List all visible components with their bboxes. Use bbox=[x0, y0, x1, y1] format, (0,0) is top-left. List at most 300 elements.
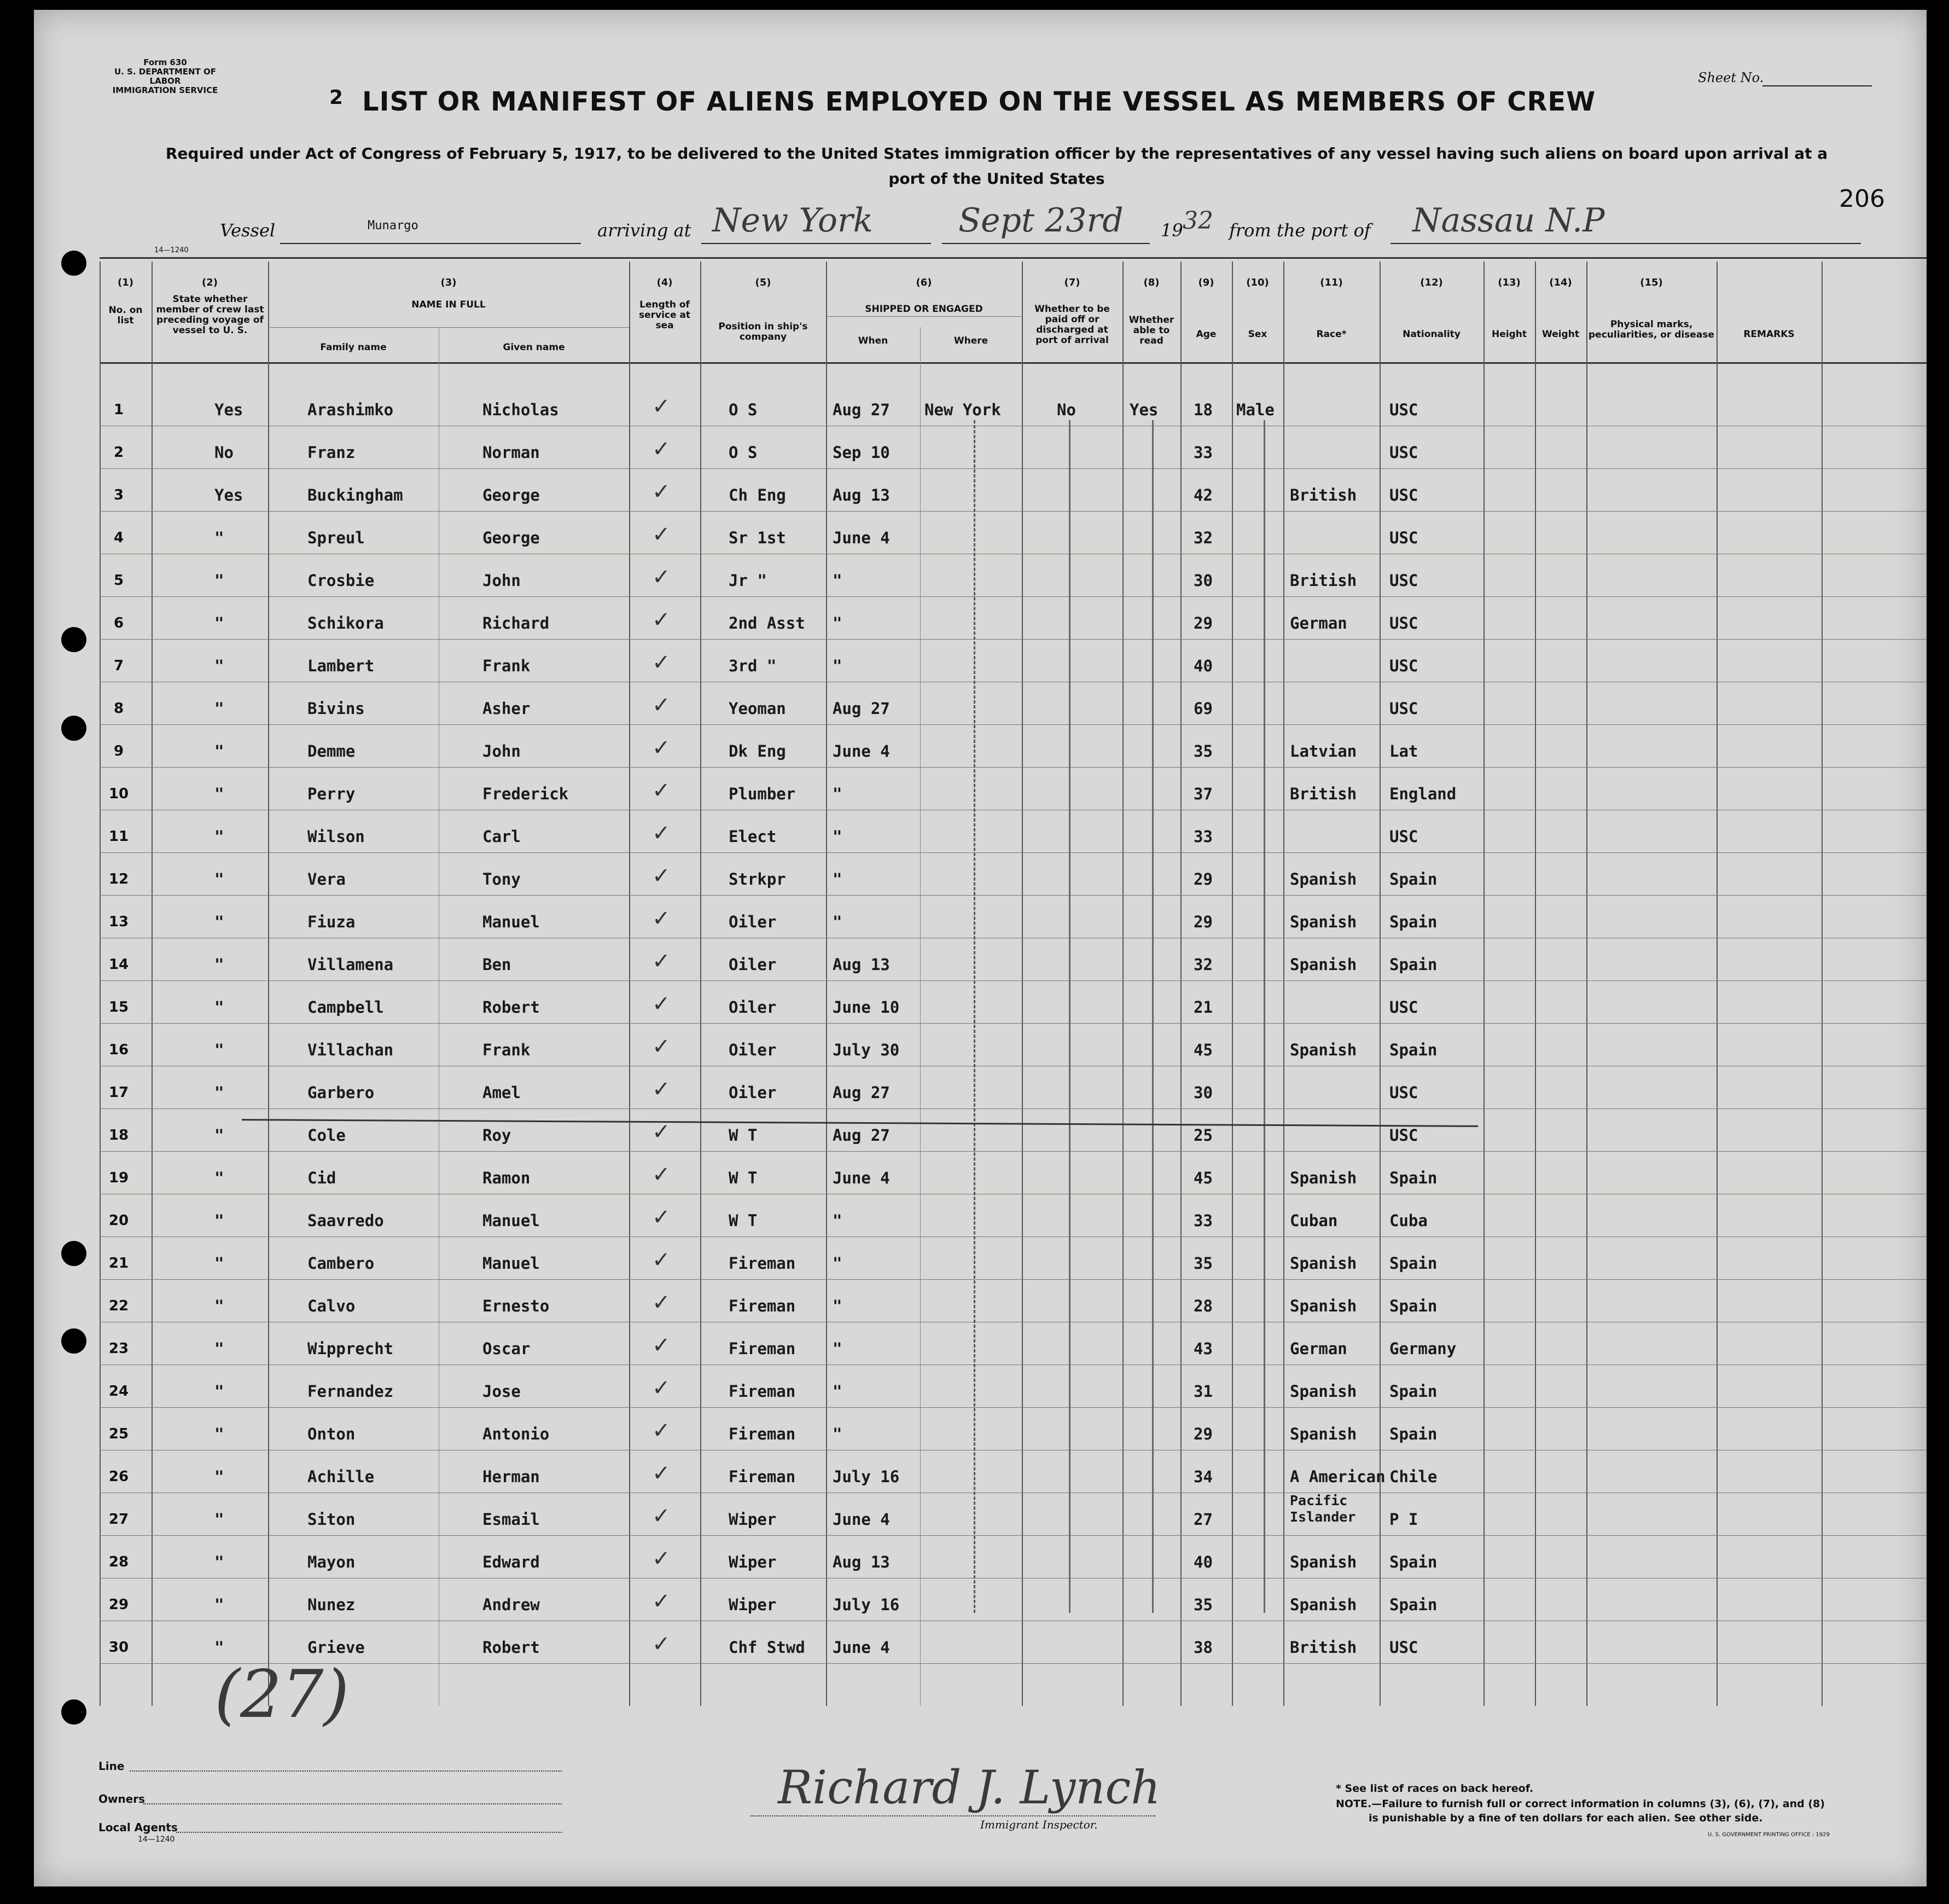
subtitle-line-1: Required under Act of Congress of February 5, 1917, to be delivered to the United States immigration officer by the representatives of any vessel having such aliens on board upon arrival at a bbox=[165, 144, 1828, 162]
cell-pos: Fireman bbox=[729, 1339, 796, 1358]
service-check-mark: ✓ bbox=[652, 1119, 671, 1145]
cell-given: Richard bbox=[482, 614, 550, 632]
cell-given: George bbox=[482, 529, 540, 547]
cell-family: Demme bbox=[307, 742, 356, 761]
cell-pos: W T bbox=[729, 1211, 758, 1230]
cell-pos: Oiler bbox=[729, 998, 777, 1017]
cell-age: 29 bbox=[1194, 614, 1213, 632]
year-prefix: 19 bbox=[1161, 220, 1183, 241]
cell-pos: Plumber bbox=[729, 785, 796, 803]
cell-pos: Oiler bbox=[729, 913, 777, 931]
cell-prev: " bbox=[214, 699, 224, 718]
arriving-port: New York bbox=[712, 201, 873, 240]
owners-field bbox=[143, 1803, 562, 1804]
cell-when: Aug 13 bbox=[833, 955, 890, 974]
cell-family: Franz bbox=[307, 443, 356, 462]
cell-no: 19 bbox=[108, 1170, 129, 1186]
row-rule bbox=[100, 767, 1927, 768]
header-given-name: Given name bbox=[503, 342, 565, 353]
arriving-port-line bbox=[701, 243, 931, 244]
cell-given: Amel bbox=[482, 1083, 521, 1102]
cell-pos: Yeoman bbox=[729, 699, 786, 718]
col-divider bbox=[1122, 262, 1124, 1706]
local-agents-field bbox=[176, 1832, 562, 1833]
header-no-on-list: No. on list bbox=[108, 305, 143, 326]
inspector-signature: Richard J. Lynch bbox=[778, 1761, 1161, 1814]
service-check-mark: ✓ bbox=[652, 1632, 671, 1657]
row-rule bbox=[100, 724, 1927, 725]
cell-prev: " bbox=[214, 1083, 224, 1102]
cell-given: Frank bbox=[482, 657, 531, 675]
vessel-name-line bbox=[280, 243, 581, 244]
header-name-in-full: NAME IN FULL bbox=[411, 299, 486, 310]
cell-pos: O S bbox=[729, 400, 758, 419]
cell-when: " bbox=[833, 1297, 842, 1315]
col-divider bbox=[1535, 262, 1536, 1706]
arrival-date: Sept 23rd bbox=[958, 201, 1124, 240]
header-length-of-service: Length of service at sea bbox=[638, 299, 691, 331]
cell-when: Aug 13 bbox=[833, 1553, 890, 1571]
cell-when: Aug 27 bbox=[833, 1126, 890, 1145]
page-title: LIST OR MANIFEST OF ALIENS EMPLOYED ON THE VESSEL AS MEMBERS OF CREW bbox=[362, 86, 1596, 117]
column-number: (15) bbox=[1640, 277, 1663, 288]
header-physical-marks: Physical marks, peculiarities, or disease bbox=[1589, 319, 1714, 340]
cell-family: Bivins bbox=[307, 699, 365, 718]
cell-family: Fiuza bbox=[307, 913, 356, 931]
cell-family: Onton bbox=[307, 1425, 356, 1443]
local-agents-label: Local Agents bbox=[98, 1821, 178, 1834]
from-port: Nassau N.P bbox=[1412, 201, 1605, 240]
cell-pos: Chf Stwd bbox=[729, 1638, 805, 1657]
cell-prev: No bbox=[214, 443, 234, 462]
cell-paid: No bbox=[1057, 400, 1076, 419]
vessel-name: Munargo bbox=[368, 219, 418, 233]
cell-prev: " bbox=[214, 998, 224, 1017]
cell-pos: Wiper bbox=[729, 1595, 777, 1614]
service-check-mark: ✓ bbox=[652, 565, 671, 590]
sheet-number-line bbox=[1762, 85, 1872, 86]
cell-pos: Fireman bbox=[729, 1254, 796, 1273]
cell-no: 29 bbox=[108, 1597, 129, 1613]
cell-family: Spreul bbox=[307, 529, 365, 547]
cell-when: " bbox=[833, 1382, 842, 1401]
page-subtitle bbox=[94, 141, 1899, 191]
cell-given: Frederick bbox=[482, 785, 569, 803]
cell-family: Cambero bbox=[307, 1254, 375, 1273]
cell-no: 30 bbox=[108, 1639, 129, 1656]
cell-no: 5 bbox=[113, 572, 124, 589]
cell-nat: Spain bbox=[1389, 1041, 1438, 1059]
cell-race: German bbox=[1290, 614, 1347, 632]
service-check-mark: ✓ bbox=[652, 1290, 671, 1315]
cell-nat: Spain bbox=[1389, 955, 1438, 974]
row-rule bbox=[100, 639, 1927, 640]
shipped-subheader-line bbox=[826, 316, 1022, 317]
cell-pos: Oiler bbox=[729, 1083, 777, 1102]
cell-race: British bbox=[1290, 785, 1357, 803]
page-mark: 2 bbox=[329, 86, 344, 109]
row-rule bbox=[100, 596, 1927, 597]
vessel-label: Vessel bbox=[220, 220, 276, 241]
cell-age: 32 bbox=[1194, 529, 1213, 547]
cell-age: 29 bbox=[1194, 870, 1213, 889]
cell-given: Manuel bbox=[482, 913, 540, 931]
cell-age: 69 bbox=[1194, 699, 1213, 718]
cell-given: John bbox=[482, 571, 521, 590]
cell-pos: W T bbox=[729, 1126, 758, 1145]
header-previous-voyage: State whether member of crew last preceding voyage of vessel to U. S. bbox=[156, 294, 264, 336]
binder-hole bbox=[61, 1699, 86, 1725]
cell-given: Antonio bbox=[482, 1425, 550, 1443]
cell-prev: " bbox=[214, 1467, 224, 1486]
cell-when: June 4 bbox=[833, 1638, 890, 1657]
cell-nat: USC bbox=[1389, 657, 1418, 675]
cell-family: Buckingham bbox=[307, 486, 403, 504]
col-divider bbox=[700, 262, 701, 1706]
header-position: Position in ship's company bbox=[718, 321, 808, 343]
cell-family: Saavredo bbox=[307, 1211, 384, 1230]
cell-age: 30 bbox=[1194, 571, 1213, 590]
cell-age: 29 bbox=[1194, 1425, 1213, 1443]
cell-when: " bbox=[833, 870, 842, 889]
cell-prev: " bbox=[214, 614, 224, 632]
column-number: (1) bbox=[118, 277, 133, 288]
row-rule bbox=[100, 1535, 1927, 1536]
cell-nat: USC bbox=[1389, 1083, 1418, 1102]
cell-pos: 2nd Asst bbox=[729, 614, 805, 632]
cell-given: Jose bbox=[482, 1382, 521, 1401]
cell-given: George bbox=[482, 486, 540, 504]
cell-when: June 4 bbox=[833, 742, 890, 761]
cell-family: Perry bbox=[307, 785, 356, 803]
header-age: Age bbox=[1196, 329, 1217, 340]
row-rule bbox=[100, 1279, 1927, 1280]
cell-when: " bbox=[833, 827, 842, 846]
cell-race: Spanish bbox=[1290, 1382, 1357, 1401]
header-sex: Sex bbox=[1248, 329, 1267, 340]
cell-family: Fernandez bbox=[307, 1382, 394, 1401]
service-check-mark: ✓ bbox=[652, 1546, 671, 1571]
cell-given: Manuel bbox=[482, 1254, 540, 1273]
header-remarks: REMARKS bbox=[1743, 329, 1795, 340]
service-check-mark: ✓ bbox=[652, 479, 671, 504]
cell-prev: " bbox=[214, 1638, 224, 1657]
cell-nat: Spain bbox=[1389, 1595, 1438, 1614]
service-check-mark: ✓ bbox=[652, 693, 671, 718]
cell-no: 28 bbox=[108, 1554, 129, 1570]
cell-nat: Spain bbox=[1389, 913, 1438, 931]
cell-nat: Lat bbox=[1389, 742, 1418, 761]
row-rule bbox=[100, 1108, 1927, 1109]
row-rule bbox=[100, 1023, 1927, 1024]
cell-when: " bbox=[833, 1339, 842, 1358]
cell-pos: Fireman bbox=[729, 1297, 796, 1315]
cell-family: Siton bbox=[307, 1510, 356, 1529]
cell-prev: " bbox=[214, 913, 224, 931]
cell-nat: Spain bbox=[1389, 1254, 1438, 1273]
cell-family: Wilson bbox=[307, 827, 365, 846]
cell-when: July 30 bbox=[833, 1041, 900, 1059]
cell-nat: Spain bbox=[1389, 870, 1438, 889]
service-check-mark: ✓ bbox=[652, 1461, 671, 1486]
cell-nat: P I bbox=[1389, 1510, 1418, 1529]
service-check-mark: ✓ bbox=[652, 1077, 671, 1102]
cell-family: Cole bbox=[307, 1126, 346, 1145]
service-check-mark: ✓ bbox=[652, 949, 671, 974]
service-check-mark: ✓ bbox=[652, 1247, 671, 1273]
column-number: (10) bbox=[1246, 277, 1269, 288]
header-able-to-read: Whether able to read bbox=[1128, 315, 1174, 346]
col-divider bbox=[100, 262, 101, 1706]
cell-race: Spanish bbox=[1290, 1041, 1357, 1059]
cell-nat: USC bbox=[1389, 699, 1418, 718]
cell-when: June 4 bbox=[833, 529, 890, 547]
cell-no: 14 bbox=[108, 956, 129, 973]
form-header-block bbox=[100, 58, 231, 95]
cell-age: 33 bbox=[1194, 827, 1213, 846]
cell-no: 23 bbox=[108, 1340, 129, 1357]
row-rule bbox=[100, 1151, 1927, 1152]
col-divider bbox=[629, 262, 630, 1706]
col-divider bbox=[1283, 262, 1284, 1706]
cell-pos: Sr 1st bbox=[729, 529, 786, 547]
cell-family: Achille bbox=[307, 1467, 375, 1486]
inspector-label: Immigrant Inspector. bbox=[980, 1818, 1098, 1831]
cell-given: Esmail bbox=[482, 1510, 540, 1529]
cell-age: 43 bbox=[1194, 1339, 1213, 1358]
cell-given: Ramon bbox=[482, 1169, 531, 1187]
cell-pos: Fireman bbox=[729, 1467, 796, 1486]
cell-pos: Wiper bbox=[729, 1553, 777, 1571]
cell-no: 27 bbox=[108, 1511, 129, 1528]
arriving-label: arriving at bbox=[597, 220, 691, 241]
cell-no: 16 bbox=[108, 1042, 129, 1058]
cell-nat: Spain bbox=[1389, 1297, 1438, 1315]
cell-given: Edward bbox=[482, 1553, 540, 1571]
cell-no: 17 bbox=[108, 1084, 129, 1101]
cell-no: 10 bbox=[108, 786, 129, 802]
cell-prev: " bbox=[214, 1041, 224, 1059]
column-number: (2) bbox=[202, 277, 218, 288]
cell-prev: Yes bbox=[214, 400, 243, 419]
column-number: (12) bbox=[1420, 277, 1443, 288]
col-divider bbox=[1717, 262, 1718, 1706]
cell-family: Schikora bbox=[307, 614, 384, 632]
cell-nat: Germany bbox=[1389, 1339, 1457, 1358]
service-check-mark: ✓ bbox=[652, 394, 671, 419]
cell-prev: " bbox=[214, 785, 224, 803]
cell-family: Campbell bbox=[307, 998, 384, 1017]
cell-nat: USC bbox=[1389, 571, 1418, 590]
service-check-mark: ✓ bbox=[652, 1034, 671, 1059]
header-family-name: Family name bbox=[320, 342, 387, 353]
total-count: (27) bbox=[214, 1657, 350, 1733]
cell-when: Aug 27 bbox=[833, 400, 890, 419]
cell-nat: USC bbox=[1389, 614, 1418, 632]
cell-given: Manuel bbox=[482, 1211, 540, 1230]
cell-family: Villachan bbox=[307, 1041, 394, 1059]
row-rule bbox=[100, 895, 1927, 896]
manifest-sheet bbox=[34, 10, 1927, 1886]
cell-pos: Jr " bbox=[729, 571, 767, 590]
cell-family: Garbero bbox=[307, 1083, 375, 1102]
cell-pos: Elect bbox=[729, 827, 777, 846]
cell-age: 45 bbox=[1194, 1169, 1213, 1187]
cell-race: Spanish bbox=[1290, 870, 1357, 889]
service-check-mark: ✓ bbox=[652, 1162, 671, 1187]
from-port-line bbox=[1391, 243, 1861, 244]
owners-label: Owners bbox=[98, 1792, 146, 1806]
cell-no: 18 bbox=[108, 1127, 129, 1143]
cell-given: Roy bbox=[482, 1126, 511, 1145]
cell-race: Latvian bbox=[1290, 742, 1357, 761]
cell-race: Spanish bbox=[1290, 955, 1357, 974]
cell-age: 32 bbox=[1194, 955, 1213, 974]
ditto-line-paid bbox=[1069, 420, 1071, 1613]
cell-no: 24 bbox=[108, 1383, 129, 1400]
sheet-number-label: Sheet No. bbox=[1698, 70, 1764, 85]
inspector-line bbox=[750, 1815, 1155, 1816]
col-divider bbox=[1232, 262, 1233, 1706]
col-divider bbox=[1822, 262, 1823, 1706]
binder-hole bbox=[61, 627, 86, 652]
cell-prev: " bbox=[214, 1382, 224, 1401]
cell-when: " bbox=[833, 614, 842, 632]
cell-race: Spanish bbox=[1290, 913, 1357, 931]
cell-no: 25 bbox=[108, 1426, 129, 1442]
cell-prev: " bbox=[214, 529, 224, 547]
cell-age: 33 bbox=[1194, 1211, 1213, 1230]
cell-race: Spanish bbox=[1290, 1553, 1357, 1571]
header-when: When bbox=[858, 335, 888, 346]
ditto-line-read bbox=[1152, 420, 1154, 1613]
header-height: Height bbox=[1492, 329, 1527, 340]
cell-race: Spanish bbox=[1290, 1595, 1357, 1614]
cell-no: 2 bbox=[113, 444, 124, 461]
column-number: (3) bbox=[440, 277, 457, 288]
cell-nat: USC bbox=[1389, 1638, 1418, 1657]
binder-hole bbox=[61, 251, 86, 276]
binder-hole bbox=[61, 1241, 86, 1266]
cell-nat: USC bbox=[1389, 529, 1418, 547]
cell-age: 25 bbox=[1194, 1126, 1213, 1145]
row-rule bbox=[100, 852, 1927, 853]
cell-family: Grieve bbox=[307, 1638, 365, 1657]
cell-family: Nunez bbox=[307, 1595, 356, 1614]
service-check-mark: ✓ bbox=[652, 735, 671, 761]
from-port-label: from the port of bbox=[1229, 220, 1371, 241]
cell-race: Cuban bbox=[1290, 1211, 1338, 1230]
cell-nat: Spain bbox=[1389, 1553, 1438, 1571]
cell-race: British bbox=[1290, 486, 1357, 504]
row-rule bbox=[100, 1407, 1927, 1408]
cell-pos: Fireman bbox=[729, 1425, 796, 1443]
cell-prev: " bbox=[214, 1254, 224, 1273]
column-number: (5) bbox=[755, 277, 771, 288]
service-check-mark: ✓ bbox=[652, 1418, 671, 1443]
col-divider bbox=[1180, 262, 1182, 1706]
service-check-mark: ✓ bbox=[652, 1205, 671, 1230]
cell-nat: USC bbox=[1389, 443, 1418, 462]
cell-nat: USC bbox=[1389, 400, 1418, 419]
table-top-border bbox=[100, 257, 1927, 259]
col-divider bbox=[1586, 262, 1587, 1706]
cell-age: 31 bbox=[1194, 1382, 1213, 1401]
cell-when: " bbox=[833, 1425, 842, 1443]
cell-age: 34 bbox=[1194, 1467, 1213, 1486]
service-check-mark: ✓ bbox=[652, 1504, 671, 1529]
row-rule bbox=[100, 511, 1927, 512]
cell-no: 21 bbox=[108, 1255, 129, 1272]
cell-given: Oscar bbox=[482, 1339, 531, 1358]
cell-age: 33 bbox=[1194, 443, 1213, 462]
cell-prev: " bbox=[214, 827, 224, 846]
service-check-mark: ✓ bbox=[652, 1333, 671, 1358]
cell-pos: Fireman bbox=[729, 1382, 796, 1401]
binder-hole bbox=[61, 716, 86, 741]
cell-age: 29 bbox=[1194, 913, 1213, 931]
cell-given: Ernesto bbox=[482, 1297, 550, 1315]
service-check-mark: ✓ bbox=[652, 650, 671, 675]
row-rule bbox=[100, 980, 1927, 981]
line-label: Line bbox=[98, 1760, 125, 1773]
form-number: Form 630 bbox=[143, 57, 187, 67]
header-bottom-border bbox=[100, 362, 1927, 364]
cell-when: " bbox=[833, 913, 842, 931]
cell-prev: " bbox=[214, 1510, 224, 1529]
cell-race: Spanish bbox=[1290, 1169, 1357, 1187]
cell-when: July 16 bbox=[833, 1467, 900, 1486]
cell-prev: Yes bbox=[214, 486, 243, 504]
cell-when: " bbox=[833, 657, 842, 675]
cell-family: Wipprecht bbox=[307, 1339, 394, 1358]
service-check-mark: ✓ bbox=[652, 607, 671, 632]
cell-age: 45 bbox=[1194, 1041, 1213, 1059]
column-number: (14) bbox=[1549, 277, 1572, 288]
header-race: Race* bbox=[1316, 329, 1347, 340]
cell-when: " bbox=[833, 1211, 842, 1230]
cell-prev: " bbox=[214, 870, 224, 889]
cell-given: Tony bbox=[482, 870, 521, 889]
col-divider bbox=[152, 262, 153, 1706]
cell-prev: " bbox=[214, 1425, 224, 1443]
header-where: Where bbox=[953, 335, 988, 346]
cell-pos: Oiler bbox=[729, 1041, 777, 1059]
cell-given: Robert bbox=[482, 998, 540, 1017]
cell-age: 35 bbox=[1194, 1595, 1213, 1614]
row-rule bbox=[100, 468, 1927, 469]
column-number: (4) bbox=[656, 277, 673, 288]
service-name: IMMIGRATION SERVICE bbox=[112, 85, 218, 95]
cell-race: Spanish bbox=[1290, 1425, 1357, 1443]
cell-family: Calvo bbox=[307, 1297, 356, 1315]
cell-age: 40 bbox=[1194, 657, 1213, 675]
arrival-date-line bbox=[942, 243, 1150, 244]
department-name: U. S. DEPARTMENT OF LABOR bbox=[114, 67, 217, 86]
cell-given: Norman bbox=[482, 443, 540, 462]
cell-when: Aug 27 bbox=[833, 1083, 890, 1102]
cell-race: Spanish bbox=[1290, 1254, 1357, 1273]
cell-nat: USC bbox=[1389, 1126, 1418, 1145]
cell-age: 35 bbox=[1194, 742, 1213, 761]
binder-hole bbox=[61, 1328, 86, 1354]
service-check-mark: ✓ bbox=[652, 778, 671, 803]
cell-nat: Spain bbox=[1389, 1382, 1438, 1401]
cell-prev: " bbox=[214, 1211, 224, 1230]
column-number: (8) bbox=[1143, 277, 1160, 288]
service-check-mark: ✓ bbox=[652, 863, 671, 889]
column-number: (7) bbox=[1064, 277, 1080, 288]
